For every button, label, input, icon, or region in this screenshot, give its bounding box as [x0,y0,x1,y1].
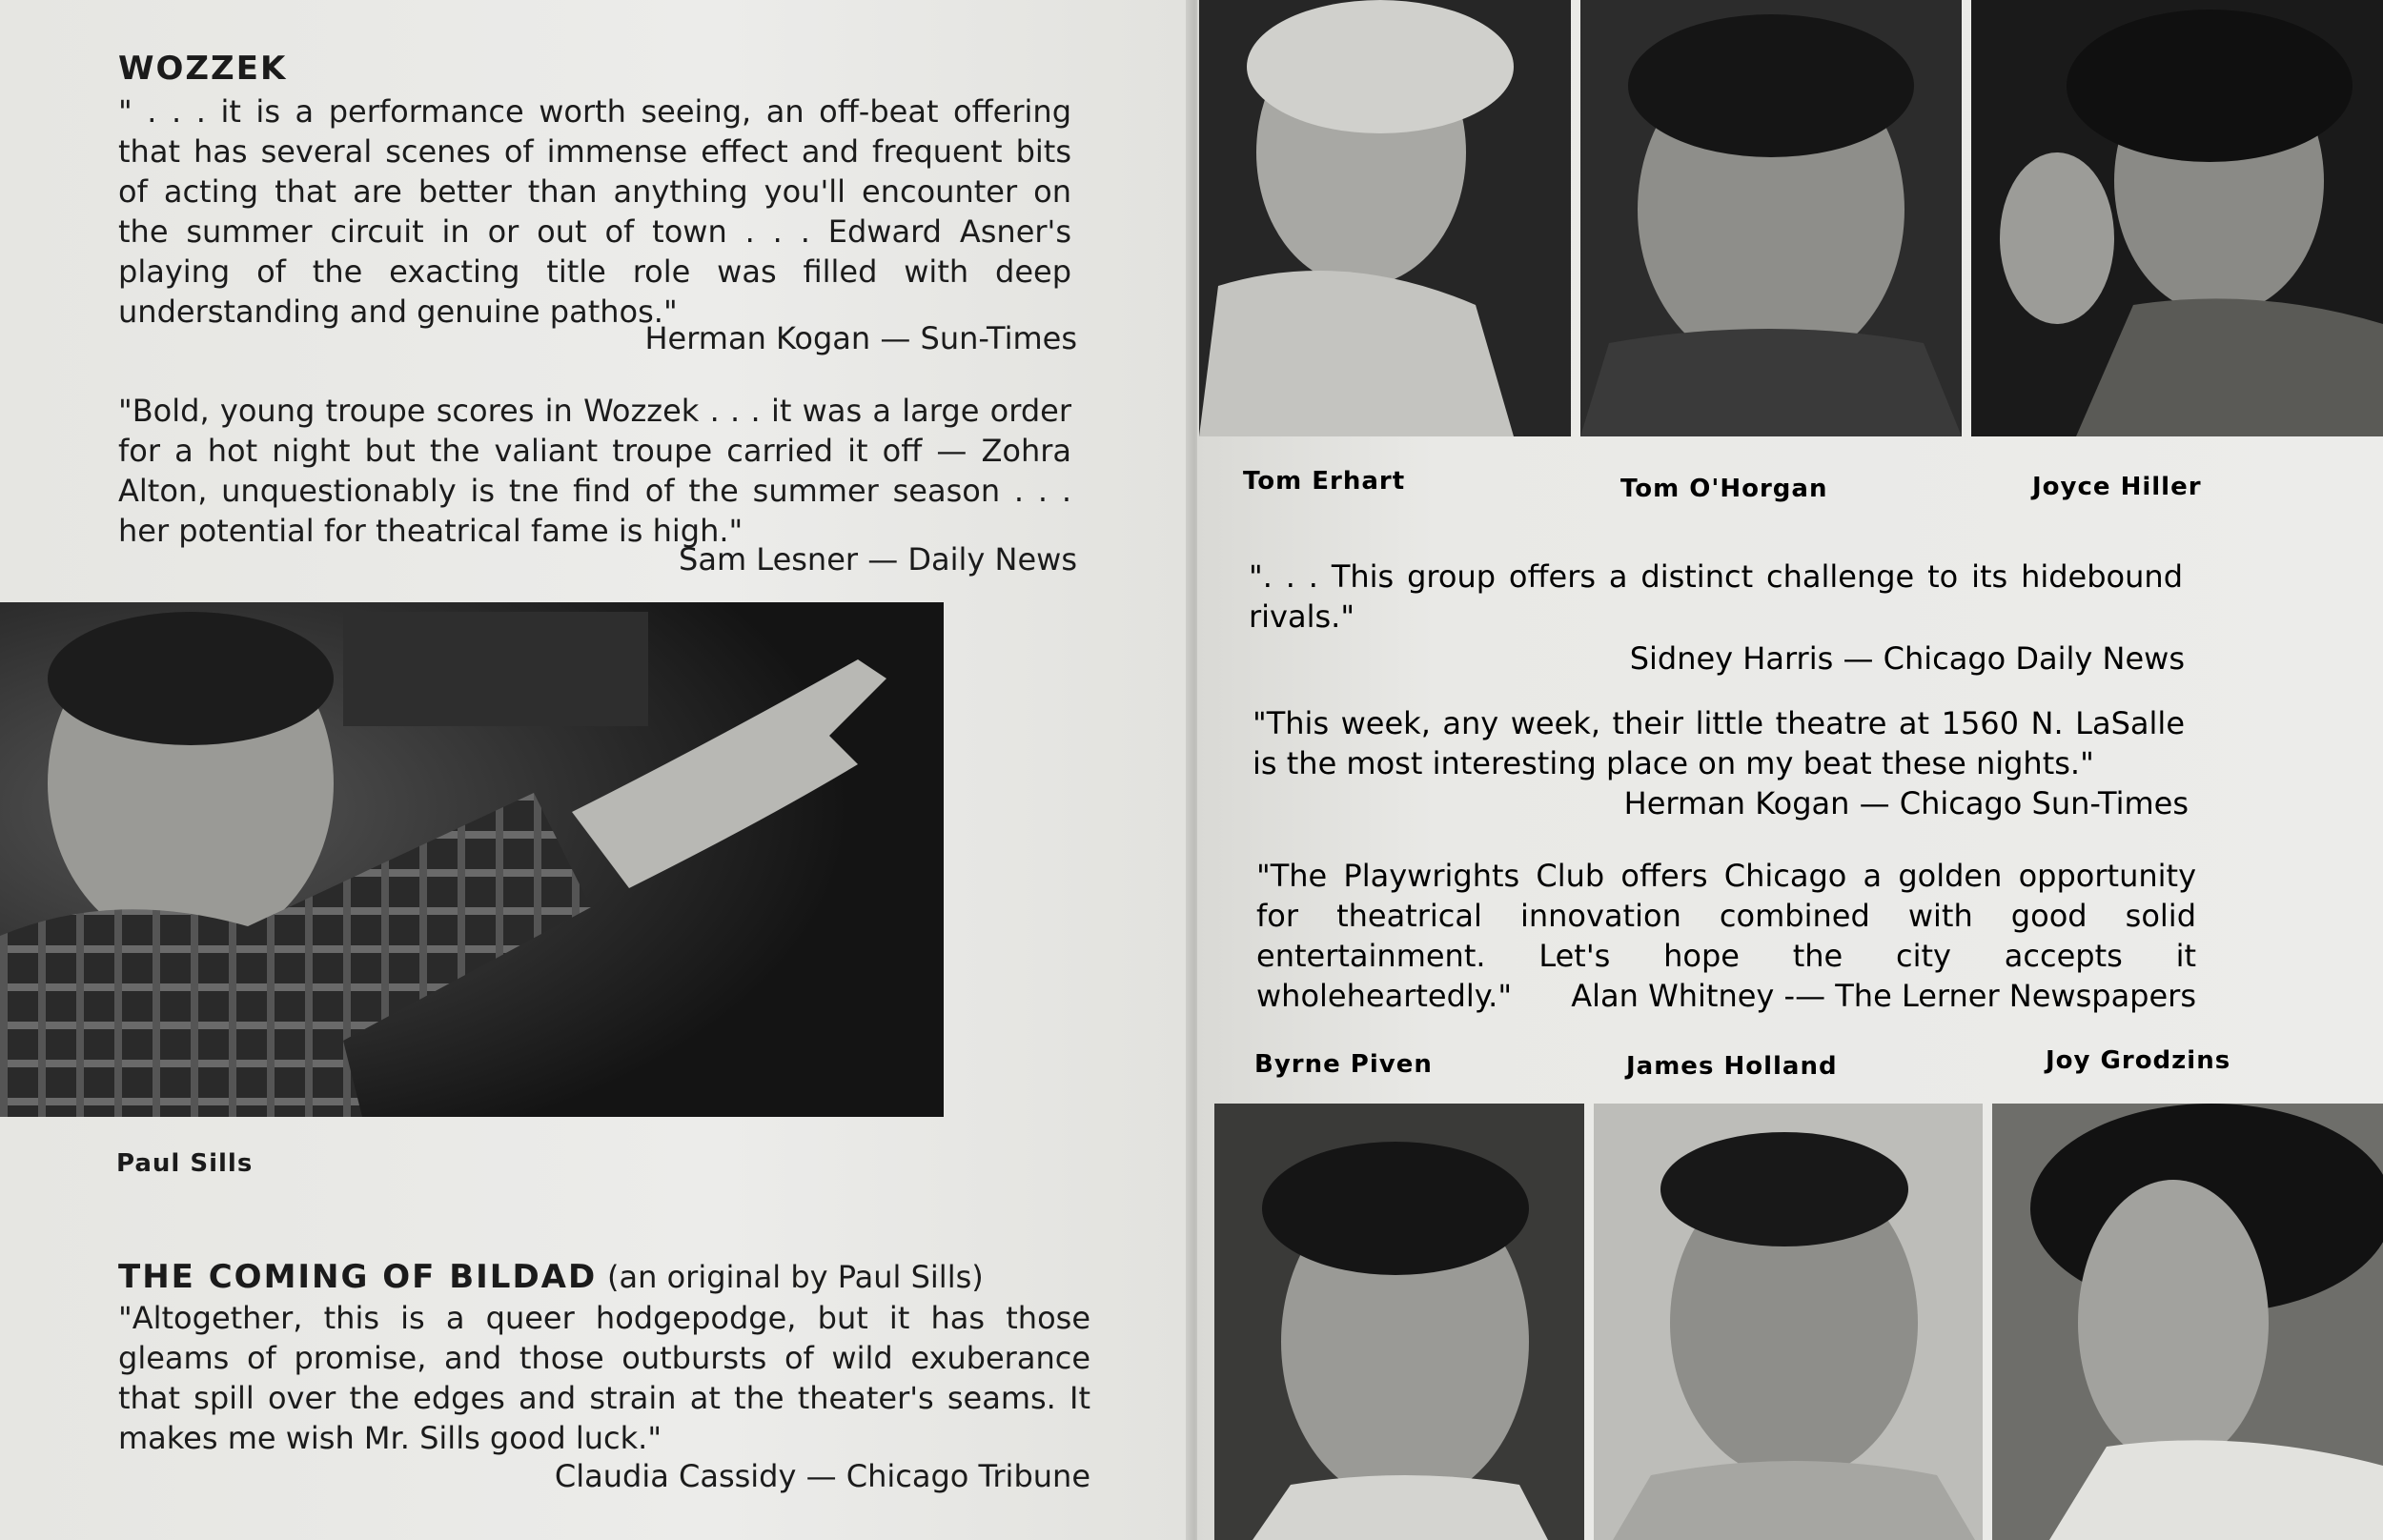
quote-sidney-harris-attribution: Sidney Harris — Chicago Daily News [1629,640,2185,677]
caption-tom-erhart: Tom Erhart [1243,467,1406,496]
bildad-review: "Altogether, this is a queer hodgepodge, but it has those gleams of promise, and those outbursts of wild exuberance that spill over the edges and strain at the theater's seams. It makes me wish Mr. Sills good luck." [118,1300,1090,1456]
caption-byrne-piven: Byrne Piven [1254,1050,1433,1079]
wozzek-review-2-attribution: Sam Lesner — Daily News [679,541,1077,578]
bildad-heading-line [118,1258,984,1296]
tom-ohorgan-photo [1580,0,1962,436]
bildad-heading-note: (an original by Paul Sills) [607,1259,984,1295]
paul-sills-caption: Paul Sills [116,1149,254,1178]
wozzek-review-2: "Bold, young troupe scores in Wozzek . . . it was a large order for a hot night but the valiant troupe carried it off — Zohra Alton, unquestionably is tne find of the summer season . . . her potential for theatrical fame is high." [118,393,1071,549]
joy-grodzins-photo [1992,1104,2383,1540]
quote-sidney-harris: ". . . This group offers a distinct challenge to its hidebound rivals." [1249,558,2183,635]
joyce-hiller-photo [1971,0,2383,436]
tom-erhart-photo [1199,0,1571,436]
caption-joy-grodzins: Joy Grodzins [2046,1046,2231,1075]
wozzek-heading: WOZZEK [118,50,288,88]
caption-joyce-hiller: Joyce Hiller [2032,473,2202,501]
quote-herman-kogan: "This week, any week, their little theatre at 1560 N. LaSalle is the most interesting place on my beat these nights." [1253,705,2185,781]
wozzek-review-1-attribution: Herman Kogan — Sun-Times [644,320,1077,356]
paul-sills-photo [0,602,944,1117]
james-holland-photo [1594,1104,1983,1540]
quote-alan-whitney: "The Playwrights Club offers Chicago a golden opportunity for theatrical innovation combined with good solid entertainment. Let's hope the city accepts it wholeheartedly." [1256,858,2196,1014]
wozzek-review-1: " . . . it is a performance worth seeing, an off-beat offering that has several scenes of immense effect and frequent bits of acting that are better than anything you'll encounter on the summer circuit in or out of town . . . Edward Asner's playing of the exacting title role was filled with deep understanding and genuine pathos." [118,93,1071,330]
byrne-piven-photo [1214,1104,1584,1540]
bildad-heading: THE COMING OF BILDAD [118,1258,598,1296]
bildad-review-attribution: Claudia Cassidy — Chicago Tribune [554,1458,1090,1494]
quote-herman-kogan-attribution: Herman Kogan — Chicago Sun-Times [1623,785,2189,821]
caption-james-holland: James Holland [1626,1052,1838,1081]
caption-tom-ohorgan: Tom O'Horgan [1620,475,1828,503]
quote-alan-whitney-attribution: Alan Whitney -— The Lerner Newspapers [1571,978,2196,1014]
